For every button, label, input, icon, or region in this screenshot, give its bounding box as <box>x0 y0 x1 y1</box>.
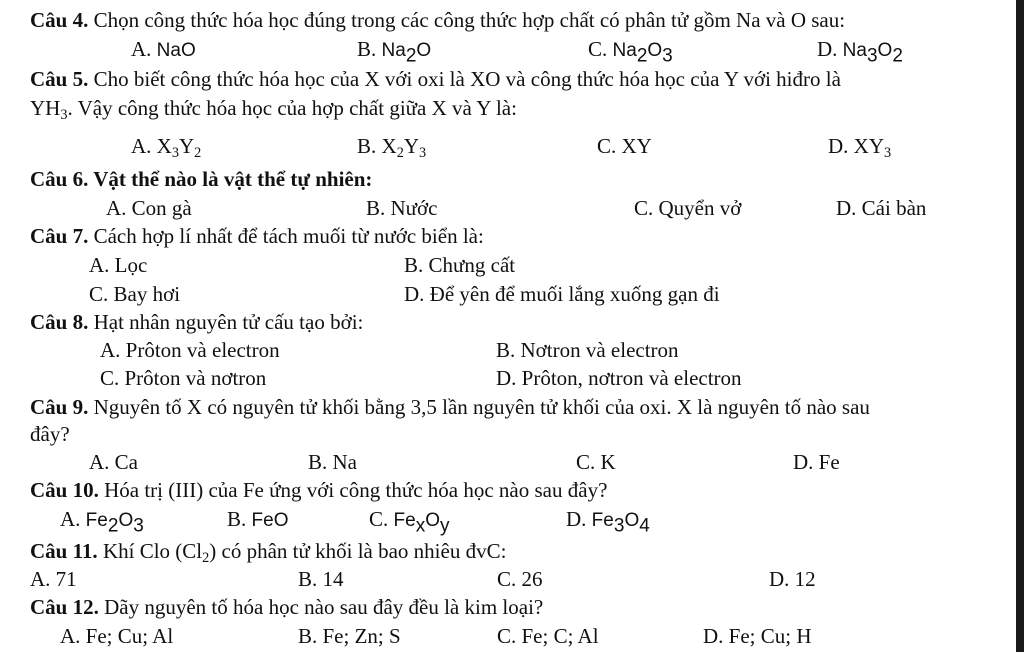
question-8 <box>30 312 363 333</box>
text-part: YH <box>30 96 61 120</box>
question-5-option-a <box>131 134 202 161</box>
question-4-option-d <box>817 37 903 67</box>
formula-part: Fe <box>85 510 108 531</box>
question-8-option-b: B. Nơtron và electron <box>496 338 679 362</box>
question-11-number: Câu 11. <box>30 539 98 563</box>
option-label: D. <box>566 507 592 531</box>
formula-part: Na <box>842 40 867 61</box>
formula-part: Fe <box>591 510 614 531</box>
formula-part: NaO <box>156 40 196 61</box>
question-4-text: Chọn công thức hóa học đúng trong các công thức hợp chất có phân tử gồm Na và O sau: <box>88 8 846 32</box>
option-label: C. <box>369 507 394 531</box>
question-8-option-d: D. Prôton, nơtron và electron <box>496 366 742 390</box>
option-label: B. <box>357 134 382 158</box>
formula-part: O <box>416 40 432 61</box>
question-7 <box>30 226 484 247</box>
formula-subscript: 3 <box>662 45 673 67</box>
question-10-number: Câu 10. <box>30 478 99 502</box>
formula-part: Fe <box>393 510 416 531</box>
formula-part: Na <box>612 40 637 61</box>
text-part: . Vậy công thức hóa học của hợp chất giữa X và Y là: <box>67 96 517 120</box>
text-part: ) có phân tử khối là bao nhiêu đvC: <box>209 539 507 563</box>
question-9 <box>30 397 870 418</box>
question-11-option-c: C. 26 <box>497 567 543 591</box>
question-4 <box>30 10 845 31</box>
question-7-number: Câu 7. <box>30 224 89 248</box>
formula-subscript: 3 <box>419 144 427 161</box>
question-5-option-b <box>357 134 427 161</box>
formula-part: X <box>156 134 172 158</box>
question-6-option-d: D. Cái bàn <box>836 196 927 220</box>
formula-subscript: 2 <box>892 45 903 67</box>
question-10-option-d <box>566 507 650 537</box>
question-12 <box>30 597 543 618</box>
question-12-option-b: B. Fe; Zn; S <box>298 624 401 648</box>
question-7-text: Cách hợp lí nhất để tách muối từ nước biển là: <box>88 224 484 248</box>
formula-part: X <box>381 134 397 158</box>
formula-subscript: 3 <box>613 515 625 537</box>
formula-subscript: y <box>439 515 450 537</box>
question-5-option-d <box>828 134 892 161</box>
question-10-text: Hóa trị (III) của Fe ứng với công thức hóa học nào sau đây? <box>98 478 608 502</box>
formula-subscript: 2 <box>396 144 404 161</box>
formula-subscript: 3 <box>133 515 144 537</box>
formula-part: O <box>624 510 640 531</box>
question-9-number: Câu 9. <box>30 395 89 419</box>
question-9-text: Nguyên tố X có nguyên tử khối bằng 3,5 lần nguyên tử khối của oxi. X là nguyên tố nào sau <box>88 395 870 419</box>
formula-part: FeO <box>251 510 289 531</box>
formula-subscript: 3 <box>884 144 892 161</box>
question-11-option-d: D. 12 <box>769 567 816 591</box>
question-5-text: Cho biết công thức hóa học của X với oxi là XO và công thức hóa học của Y với hiđro là <box>88 67 841 91</box>
formula-subscript: 2 <box>636 45 648 67</box>
question-8-text: Hạt nhân nguyên tử cấu tạo bởi: <box>88 310 364 334</box>
question-11-option-b: B. 14 <box>298 567 344 591</box>
question-6 <box>30 169 372 190</box>
question-6-option-c: C. Quyển vở <box>634 196 742 220</box>
formula-subscript: 2 <box>405 45 417 67</box>
question-10-option-b <box>227 509 288 530</box>
text-subscript: 3 <box>60 106 68 123</box>
question-9-option-a: A. Ca <box>89 450 138 474</box>
formula-part: O <box>425 510 440 531</box>
text-part: Khí Clo (Cl <box>97 539 203 563</box>
question-10-option-c <box>369 507 450 537</box>
question-4-option-c <box>588 37 673 67</box>
question-4-option-a <box>131 39 196 60</box>
option-label: A. <box>60 507 86 531</box>
question-12-option-d: D. Fe; Cu; H <box>703 624 812 648</box>
formula-part: O <box>118 510 134 531</box>
formula-part: O <box>877 40 893 61</box>
question-5-line-2 <box>30 96 517 123</box>
option-label: A. <box>131 134 157 158</box>
question-6-option-a: A. Con gà <box>106 196 192 220</box>
question-7-option-d: D. Để yên để muối lắng xuống gạn đi <box>404 282 720 306</box>
question-7-option-b: B. Chưng cất <box>404 253 516 277</box>
text-subscript: 2 <box>202 549 210 566</box>
option-label: C. <box>588 37 613 61</box>
question-4-option-b <box>357 37 432 67</box>
question-8-option-a: A. Prôton và electron <box>100 338 280 362</box>
formula-part: Y <box>403 134 419 158</box>
question-10-option-a <box>60 507 144 537</box>
formula-subscript: 3 <box>866 45 878 67</box>
question-6-option-b: B. Nước <box>366 196 438 220</box>
question-5-number: Câu 5. <box>30 67 89 91</box>
question-8-number: Câu 8. <box>30 310 89 334</box>
question-5-option-c <box>597 136 652 157</box>
option-label: D. <box>828 134 854 158</box>
question-12-option-a: A. Fe; Cu; Al <box>60 624 174 648</box>
question-5 <box>30 69 841 90</box>
question-12-number: Câu 12. <box>30 595 99 619</box>
option-label: B. <box>227 507 252 531</box>
question-7-option-c: C. Bay hơi <box>89 282 181 306</box>
formula-subscript: 2 <box>107 515 119 537</box>
formula-part: XY <box>853 134 885 158</box>
option-label: D. <box>817 37 843 61</box>
formula-subscript: 4 <box>639 515 650 537</box>
formula-subscript: 2 <box>194 144 202 161</box>
question-9-option-b: B. Na <box>308 450 357 474</box>
formula-part: Na <box>381 40 406 61</box>
formula-part: XY <box>621 134 652 158</box>
question-6-text: Vật thể nào là vật thể tự nhiên: <box>88 167 373 191</box>
question-8-option-c: C. Prôton và nơtron <box>100 366 267 390</box>
formula-subscript: x <box>415 515 426 537</box>
option-label: B. <box>357 37 382 61</box>
formula-part: O <box>647 40 663 61</box>
formula-part: Y <box>178 134 195 158</box>
question-11-option-a: A. 71 <box>30 567 77 591</box>
question-10 <box>30 480 607 501</box>
question-9-option-d: D. Fe <box>793 450 840 474</box>
option-label: A. <box>131 37 157 61</box>
question-6-number: Câu 6. <box>30 167 89 191</box>
question-11 <box>30 539 507 566</box>
question-9-line-2: đây? <box>30 422 70 446</box>
question-12-option-c: C. Fe; C; Al <box>497 624 599 648</box>
formula-subscript: 3 <box>171 144 179 161</box>
option-label: C. <box>597 134 622 158</box>
question-4-number: Câu 4. <box>30 8 89 32</box>
question-7-option-a: A. Lọc <box>89 253 148 277</box>
question-9-option-c: C. K <box>576 450 616 474</box>
page-edge-bar <box>1016 0 1024 652</box>
question-12-text: Dãy nguyên tố hóa học nào sau đây đều là kim loại? <box>98 595 544 619</box>
